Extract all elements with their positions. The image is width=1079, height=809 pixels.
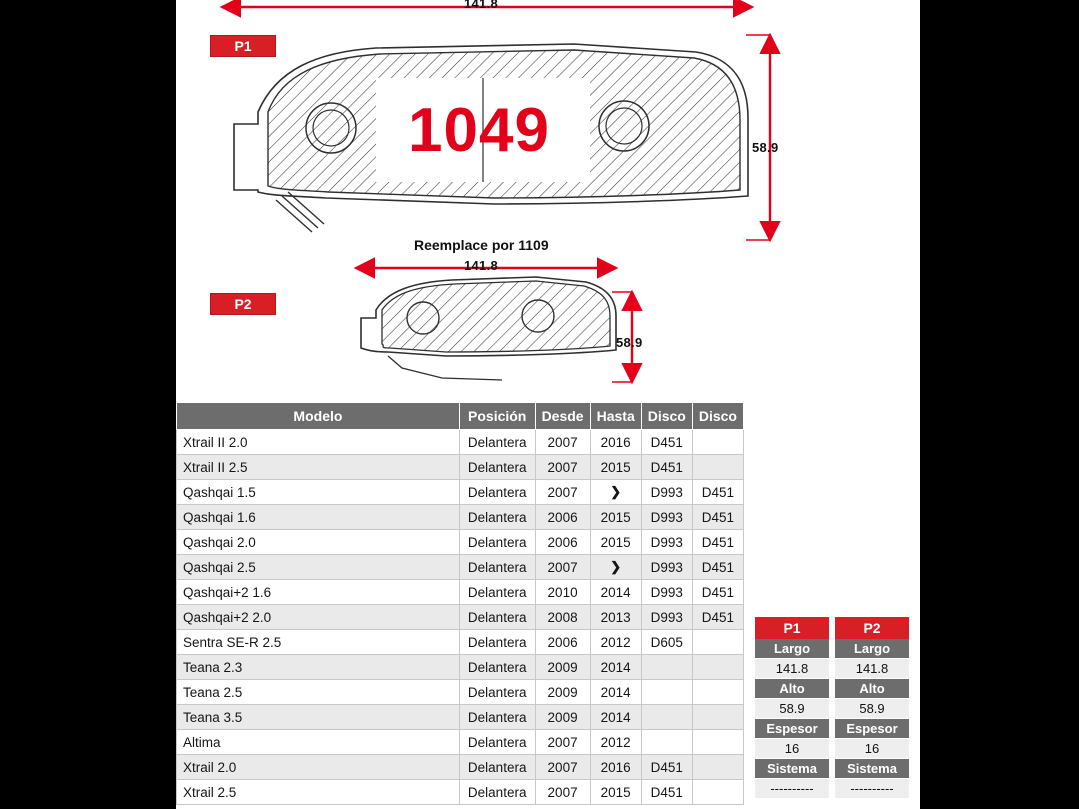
spec-val-sistema-p2: ---------- [835, 779, 909, 799]
cell-disco-2 [692, 755, 743, 780]
cell-disco-1: D451 [641, 455, 692, 480]
cell-posicion: Delantera [459, 780, 535, 805]
cell-posicion: Delantera [459, 755, 535, 780]
cell-desde: 2007 [535, 455, 590, 480]
cell-hasta: 2016 [590, 430, 641, 455]
cell-disco-1: D451 [641, 430, 692, 455]
replacement-note: Reemplace por 1109 [414, 237, 549, 253]
spec-box-p1 [755, 617, 829, 799]
applications-table-wrap [176, 402, 744, 805]
cell-posicion: Delantera [459, 455, 535, 480]
table-row [177, 755, 744, 780]
cell-disco-2: D451 [692, 480, 743, 505]
cell-disco-1: D451 [641, 780, 692, 805]
cell-disco-1: D993 [641, 480, 692, 505]
cell-desde: 2009 [535, 680, 590, 705]
cell-modelo: Xtrail II 2.0 [177, 430, 460, 455]
cell-desde: 2007 [535, 780, 590, 805]
cell-desde: 2007 [535, 755, 590, 780]
brake-pad-diagram [176, 0, 920, 402]
table-row [177, 580, 744, 605]
table-row [177, 605, 744, 630]
cell-disco-2: D451 [692, 555, 743, 580]
cell-disco-2 [692, 430, 743, 455]
table-row [177, 680, 744, 705]
cell-modelo: Qashqai 1.6 [177, 505, 460, 530]
cell-hasta: 2016 [590, 755, 641, 780]
cell-modelo: Qashqai 1.5 [177, 480, 460, 505]
cell-modelo: Teana 2.3 [177, 655, 460, 680]
cell-hasta: 2015 [590, 505, 641, 530]
spec-key-sistema-p1: Sistema [755, 759, 829, 779]
cell-hasta: 2014 [590, 705, 641, 730]
cell-modelo: Qashqai 2.5 [177, 555, 460, 580]
cell-modelo: Xtrail II 2.5 [177, 455, 460, 480]
cell-hasta: 2014 [590, 655, 641, 680]
col-disco-1: Disco [641, 403, 692, 430]
table-row [177, 530, 744, 555]
cell-modelo: Qashqai+2 2.0 [177, 605, 460, 630]
cell-disco-1: D993 [641, 530, 692, 555]
col-posicion: Posición [459, 403, 535, 430]
cell-desde: 2007 [535, 730, 590, 755]
spec-val-sistema-p1: ---------- [755, 779, 829, 799]
cell-hasta: ❯ [590, 555, 641, 580]
dimension-p1-width: 141.8 [464, 0, 499, 11]
cell-desde: 2007 [535, 555, 590, 580]
cell-disco-1: D993 [641, 605, 692, 630]
table-row [177, 705, 744, 730]
cell-hasta: 2015 [590, 455, 641, 480]
cell-modelo: Xtrail 2.5 [177, 780, 460, 805]
spec-val-largo-p1: 141.8 [755, 659, 829, 679]
cell-modelo: Altima [177, 730, 460, 755]
table-row [177, 730, 744, 755]
col-modelo: Modelo [177, 403, 460, 430]
cell-disco-2: D451 [692, 580, 743, 605]
cell-desde: 2009 [535, 655, 590, 680]
spec-box-p2 [835, 617, 909, 799]
cell-disco-2 [692, 730, 743, 755]
spec-key-espesor-p2: Espesor [835, 719, 909, 739]
cell-disco-2: D451 [692, 605, 743, 630]
dimension-p2-width: 141.8 [464, 258, 499, 273]
table-row [177, 455, 744, 480]
table-row [177, 655, 744, 680]
dimension-p1-height: 58.9 [752, 140, 779, 155]
applications-table [176, 402, 744, 805]
cell-disco-2: D451 [692, 505, 743, 530]
cell-posicion: Delantera [459, 655, 535, 680]
table-row [177, 430, 744, 455]
cell-modelo: Teana 3.5 [177, 705, 460, 730]
cell-posicion: Delantera [459, 730, 535, 755]
cell-disco-1 [641, 655, 692, 680]
cell-posicion: Delantera [459, 605, 535, 630]
cell-disco-1: D993 [641, 555, 692, 580]
cell-disco-2: D451 [692, 530, 743, 555]
cell-desde: 2006 [535, 505, 590, 530]
cell-modelo: Qashqai 2.0 [177, 530, 460, 555]
table-row [177, 630, 744, 655]
cell-hasta: 2012 [590, 630, 641, 655]
table-row [177, 780, 744, 805]
tag-p2: P2 [210, 293, 276, 315]
cell-hasta: 2015 [590, 530, 641, 555]
spec-key-alto-p1: Alto [755, 679, 829, 699]
cell-disco-1: D605 [641, 630, 692, 655]
table-row [177, 505, 744, 530]
cell-desde: 2006 [535, 530, 590, 555]
cell-disco-1: D993 [641, 505, 692, 530]
cell-desde: 2008 [535, 605, 590, 630]
col-disco-2: Disco [692, 403, 743, 430]
cell-disco-2 [692, 655, 743, 680]
spec-title-p2: P2 [835, 617, 909, 639]
col-hasta: Hasta [590, 403, 641, 430]
table-row [177, 555, 744, 580]
spec-key-sistema-p2: Sistema [835, 759, 909, 779]
cell-modelo: Sentra SE-R 2.5 [177, 630, 460, 655]
cell-disco-2 [692, 630, 743, 655]
cell-desde: 2007 [535, 480, 590, 505]
cell-posicion: Delantera [459, 505, 535, 530]
cell-modelo: Teana 2.5 [177, 680, 460, 705]
table-header-row [177, 403, 744, 430]
spec-val-espesor-p2: 16 [835, 739, 909, 759]
table-row [177, 480, 744, 505]
cell-hasta: 2012 [590, 730, 641, 755]
spec-key-espesor-p1: Espesor [755, 719, 829, 739]
spec-val-alto-p1: 58.9 [755, 699, 829, 719]
spec-boxes [755, 617, 920, 799]
cell-disco-1 [641, 680, 692, 705]
spec-val-espesor-p1: 16 [755, 739, 829, 759]
cell-modelo: Qashqai+2 1.6 [177, 580, 460, 605]
spec-val-alto-p2: 58.9 [835, 699, 909, 719]
cell-hasta: 2015 [590, 780, 641, 805]
cell-posicion: Delantera [459, 580, 535, 605]
cell-disco-1: D993 [641, 580, 692, 605]
cell-desde: 2009 [535, 705, 590, 730]
cell-disco-2 [692, 680, 743, 705]
diagram-drawing [176, 0, 920, 402]
cell-disco-1 [641, 705, 692, 730]
spec-key-largo-p2: Largo [835, 639, 909, 659]
cell-disco-1: D451 [641, 755, 692, 780]
cell-disco-2 [692, 455, 743, 480]
cell-disco-2 [692, 705, 743, 730]
cell-disco-2 [692, 780, 743, 805]
cell-posicion: Delantera [459, 480, 535, 505]
col-desde: Desde [535, 403, 590, 430]
cell-posicion: Delantera [459, 430, 535, 455]
cell-hasta: 2014 [590, 680, 641, 705]
cell-desde: 2006 [535, 630, 590, 655]
cell-disco-1 [641, 730, 692, 755]
cell-modelo: Xtrail 2.0 [177, 755, 460, 780]
cell-posicion: Delantera [459, 555, 535, 580]
cell-desde: 2010 [535, 580, 590, 605]
cell-hasta: 2013 [590, 605, 641, 630]
part-number: 1049 [408, 96, 550, 165]
dimension-p2-height: 58.9 [616, 335, 643, 350]
cell-posicion: Delantera [459, 630, 535, 655]
spec-val-largo-p2: 141.8 [835, 659, 909, 679]
cell-posicion: Delantera [459, 530, 535, 555]
spec-key-largo-p1: Largo [755, 639, 829, 659]
cell-posicion: Delantera [459, 705, 535, 730]
spec-title-p1: P1 [755, 617, 829, 639]
cell-posicion: Delantera [459, 680, 535, 705]
cell-desde: 2007 [535, 430, 590, 455]
cell-hasta: 2014 [590, 580, 641, 605]
cell-hasta: ❯ [590, 480, 641, 505]
spec-key-alto-p2: Alto [835, 679, 909, 699]
tag-p1: P1 [210, 35, 276, 57]
